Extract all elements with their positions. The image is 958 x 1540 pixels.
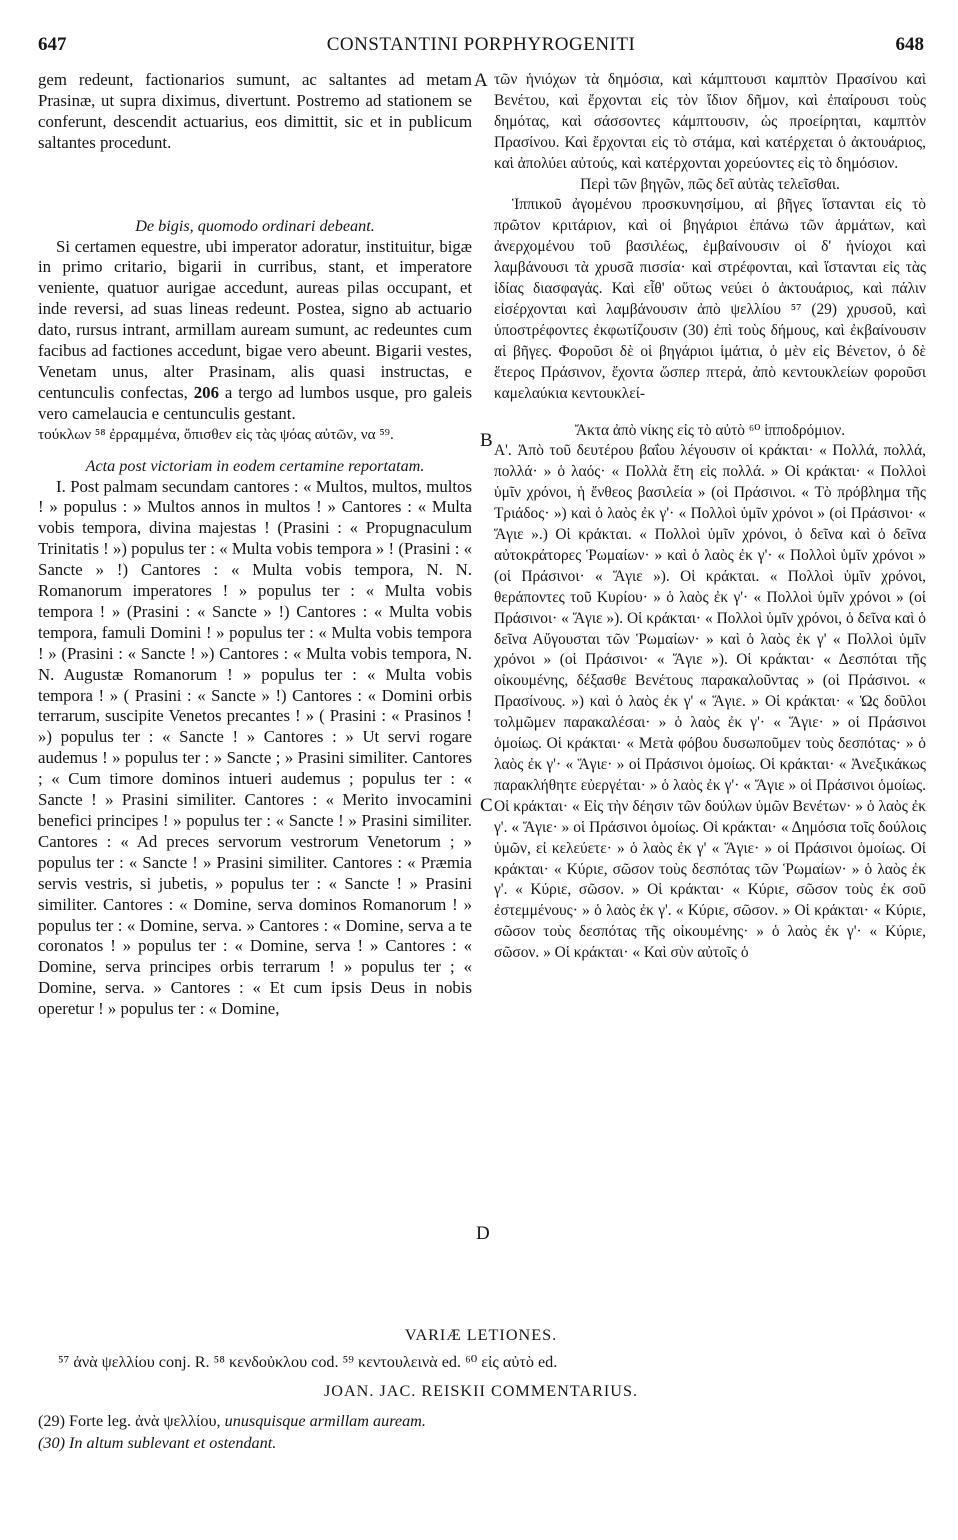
latin-paragraph-1: gem redeunt, factionarios sumunt, ac saltantes ad metam Prasinæ, ut supra diximus, divertunt. Postremo ad stationem se conferunt, descendit actuarius, eos dimittit, sic et in publicum saltantes procedunt. bbox=[38, 70, 472, 152]
latin-paragraph-2-text: Si certamen equestre, ubi imperator adoratur, instituitur, bigæ in primo critario, bigarii in curribus, stant, et imperatore veniente, quatuor aurigae accedunt, aureas pilas occupant, et inde reversi, ad suas lineas redeunt. Postea, signo ab actuario dato, rursus intrant, armillam auream sumunt, ac redeuntes cum facibus ad factiones accedunt, bigae vero abeunt. Bigarii vestes, Venetam unus, alter Prasinam, alis quasi instructas, e centunculis confectas, bbox=[38, 236, 472, 402]
greek-column bbox=[494, 70, 926, 1320]
latin-section-title-acta: Acta post victoriam in eodem certamine reportatam. bbox=[85, 456, 425, 475]
section-marker-b: B bbox=[480, 430, 493, 451]
page-number-right: 648 bbox=[895, 34, 924, 55]
variae-lectiones: ⁵⁷ ἀνὰ ψελλίου conj. R. ⁵⁸ κενδοὐκλου cod. ⁵⁹ κεντουλεινὰ ed. ⁶⁰ εἰς αὐτὸ ed. bbox=[58, 1353, 558, 1371]
greek-section-title-akta: Ἄκτα ἀπὸ νίκης εἰς τὸ αὐτὸ ⁶⁰ ἱπποδρόμιον. bbox=[574, 421, 846, 439]
greek-section-title-bigon: Περὶ τῶν βηγῶν, πῶς δεῖ αὐτὰς τελεῖσθαι. bbox=[580, 175, 840, 193]
variae-lectiones-title: VARIÆ LETIONES. bbox=[404, 1326, 558, 1344]
page-number-left: 647 bbox=[38, 34, 67, 55]
latin-paragraph-2-end: a tergo ad lumbos usque, pro galeis vero camelaucia e centunculis gestant. bbox=[38, 382, 472, 423]
latin-greek-carryover: τούκλων ⁵⁸ ἐρραμμένα, ὄπισθεν εἰς τὰς ψόας αὐτῶν, να ⁵⁹. bbox=[38, 425, 394, 443]
commentary-title: JOAN. JAC. REISKII COMMENTARIUS. bbox=[324, 1382, 638, 1400]
section-marker-d: D bbox=[476, 1223, 490, 1244]
margin-number: 206 bbox=[193, 382, 219, 402]
running-header bbox=[38, 34, 924, 60]
running-title: CONSTANTINI PORPHYROGENITI bbox=[326, 34, 636, 55]
greek-paragraph-1: τῶν ἡνιόχων τὰ δημόσια, καὶ κάμπτουσι καμπτὸν Πρασίνου καὶ Βενέτου, καὶ ἔρχονται εἰς τὸν ἴδιον δῆμον, καὶ ἐπαίρουσι τοὺς δημότας, καὶ σάσσοντες κάμπτουσιν, ὡς προείρηται, καμπτὸν Πρασίνου. Καὶ ἔρχονται εἰς τὸ στάμα, καὶ κατέρχεται ὁ ἀκτουάριος, καὶ ἀπολύει αὐτούς, καὶ κατέρχονται χορεύοντες εἰς τὸ δημόσιον. bbox=[494, 71, 926, 172]
note-29-text: (29) Forte leg. ἀνὰ ψελλίου, bbox=[38, 1412, 221, 1430]
section-marker-c: C bbox=[480, 795, 493, 816]
commentary-note-29 bbox=[38, 1412, 924, 1431]
latin-column bbox=[38, 70, 472, 1320]
section-marker-a: A bbox=[474, 70, 488, 91]
commentary-note-30: (30) In altum sublevant et ostendant. bbox=[38, 1434, 277, 1452]
latin-paragraph-2 bbox=[38, 237, 472, 425]
note-29-italic: unusquisque armillam auream. bbox=[224, 1412, 426, 1430]
latin-paragraph-3: I. Post palmam secundam cantores : « Multos, multos, multos ! » populus : » Multos annos in multos ! » Cantores : « Multa vobis tempora, divina majestas ! (Prasini : « Propugnaculum Trinitatis ! ») populus ter : « Multa vobis tempora » ! (Prasini : « Sancte » !) Cantores : « Multa vobis tempora, N. N. Romanorum imperatores ! » populus ter : « Multa vobis tempora ! » (Prasini : « Sancte » !) Cantores : « Multa vobis tempora, famuli Domini ! » populus ter : « Multa vobis tempora ! » (Prasini : « Sancte ! ») Cantores : « Multa vobis tempora, N. N. Augustæ Romanorum ! » populus ter : « Multa vobis tempora ! » ( Prasini : « Sancte » !) Cantores : « Domini orbis terrarum, suscipite Venetos precantes ! » ( Prasini : « Prasinos ! ») populus ter : « Sancte ! » Cantores : » Ut servi rogare audemus ! » populus ter : » Sancte ; » Prasini similiter. Cantores ; « Cum timore dominos intueri audemus ; populus ter : « Sancte ! » Prasini similiter. Cantores : « Merito invocamini benefici principes ! » populus ter : « Sancte ! » Prasini similiter. Cantores : « Ad preces servorum vestrorum Venetorum ; » populus ter : « Sancte ! » Prasini similiter. Cantores : « Præmia servis vestris, si jubetis, » populus ter : « Sancte ! » Prasini similiter. Cantores : « Domine, serva dominos Romanorum ! » populus ter : « Domine, serva. » Cantores : « Domine, serva a te coronatos ! » populus ter : « Domine, serva ! » Cantores : « Domine, serva principes orbis terrarum ! » populus ter ; « Domine, serva. » Cantores : « Et cum ipsis Deus in nobis operetur ! » populus ter : « Domine, bbox=[38, 476, 472, 1019]
latin-section-title-bigis: De bigis, quomodo ordinari debeant. bbox=[135, 216, 375, 235]
greek-paragraph-2: Ἱππικοῦ ἀγομένου προσκυνησίμου, αἱ βῆγες ἵστανται εἰς τὸ πρῶτον κριτάριον, καὶ οἱ βηγάριοι ἐπάνω τῶν ἁρμάτων, καὶ ἀνερχομένου τοῦ βασιλέως, ἐμβαίνουσιν οἱ δ' ἡνίοχοι καὶ λαμβάνουσι τὰ χρυσᾶ πισσία· καὶ στρέφονται, καὶ ἵστανται εἰς τὰς ἰδίας διασφαγάς. Καὶ εἶθ' οὕτως νεύει ὁ ἀκτουάριος, καὶ πάλιν εἰσέρχονται καὶ λαμβάνουσιν ἀπὸ ψελλίου ⁵⁷ (29) χρυσοῦ, καὶ ὑποστρέφοντες ἐκφωτίζουσιν (30) ἐπὶ τοὺς δήμους, καὶ ἐκβαίνουσιν αἱ βῆγες. Φοροῦσι δὲ οἱ βηγάριοι ἱμάτια, ὁ μὲν εἰς Βένετον, ὁ δὲ ἕτερος Πράσινον, ἔχοντα ὥσπερ πτερά, ἀπὸ κεντουκλείων φοροῦσι καμελαύκια κεντουκλεί- bbox=[494, 196, 926, 402]
greek-paragraph-3: Α'. Ἀπὸ τοῦ δευτέρου βαΐου λέγουσιν οἱ κράκται· « Πολλά, πολλά, πολλά· » ὁ λαός· « Πολλὰ ἔτη εἰς πολλά. » Οἱ κράκται· « Πολλοὶ ὑμῖν χρόνοι, ἡ ἔνθεος βασιλεία » (οἱ Πράσινοι. « Τὸ πρόβλημα τῆς Τριάδος· ») καὶ ὁ λαὸς ἐκ γ'· « Πολλοὶ ὑμῖν χρόνοι » (οἱ Πράσινοι· « Ἅγιε ».) Οἱ κράκται. « Πολλοὶ ὑμῖν χρόνοι, ὁ δεῖνα καὶ ὁ δεῖνα αὐτοκράτορες Ῥωμαίων· » καὶ ὁ λαὸς ἐκ γ'· « Πολλοὶ ὑμῖν χρόνοι » (οἱ Πράσινοι· « Ἅγιε »). Οἱ κράκται. « Πολλοὶ ὑμῖν χρόνοι, θεράποντες τοῦ Κυρίου· » ὁ λαὸς ἐκ γ'· « Πολλοὶ ὑμῖν χρόνοι » (οἱ Πράσινοι· « Ἅγιε »). Οἱ κράκται· « Πολλοὶ ὑμῖν χρόνοι, ὁ δεῖνα καὶ ὁ δεῖνα Αὔγουσται τῶν Ῥωμαίων· » καὶ ὁ λαὸς ἐκ γ' « Πολλοὶ ὑμῖν χρόνοι » (οἱ Πράσινοι· « Ἅγιε »). Οἱ κράκται· « Δεσπόται τῆς οἰκουμένης, δέξασθε Βενέτους παρακαλοῦντας » (οἱ Πράσινοι. « Πρασίνους. ») καὶ ὁ λαὸς ἐκ γ' « Ἅγιε. » Οἱ κράκται· « Ὡς δοῦλοι τολμῶμεν παρακαλέσαι· » ὁ λαὸς ἐκ γ'· « Ἅγιε· » οἱ Πράσινοι ὁμοίως. Οἱ κράκται· « Μετὰ φόβου δυσωποῦμεν τοὺς δεσπότας· » ὁ λαὸς ἐκ γ'· « Ἅγιε· » οἱ Πράσινοι ὁμοίως. Οἱ κράκται· « Ἀνεξικάκως παρακλήθητε εὐεργέται· » ὁ λαὸς ἐκ γ'· « Ἅγιε » οἱ Πράσινοι ὁμοίως. Οἱ κράκται· « Εἰς τὴν δέησιν τῶν δούλων ὑμῶν Βενέτων· » ὁ λαὸς ἐκ γ'. « Ἅγιε· » οἱ Πράσινοι ὁμοίως. Οἱ κράκται· « Δημόσια τοῖς δούλοις ὑμῶν, εἰ κελεύετε· » ὁ λαὸς ἐκ γ' « Ἅγιε· » οἱ Πράσινοι ὁμοίως. Οἱ κράκται· « Κύριε, σῶσον τοὺς δεσπότας τῶν Ῥωμαίων· » ὁ λαὸς ἐκ γ'. « Κύριε, σῶσον. » Οἱ κράκται· « Κύριε, σῶσον τοὺς ἐκ σοῦ ἐστεμμένους· » ὁ λαὸς ἐκ γ'. « Κύριε, σῶσον. » Οἱ κράκται· « Κύριε, σῶσον τοὺς δεσπότας τῆς οἰκουμένης· » ὁ λαὸς ἐκ γ'· « Κύριε, σῶσον. » Οἱ κράκται· « Καὶ σὺν αὐτοῖς ὁ bbox=[494, 442, 926, 962]
